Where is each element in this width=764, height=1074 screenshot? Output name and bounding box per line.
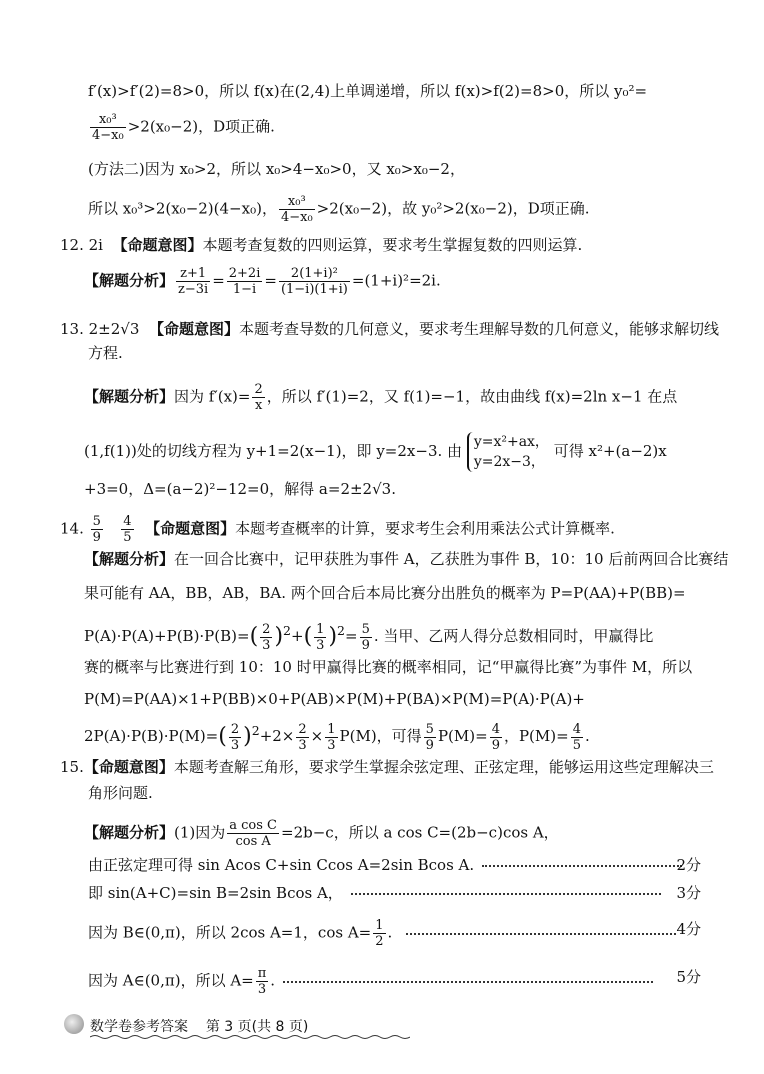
q15-step-4: 因为 A∈(0,π)，所以 A= $\frac{\pi}{3}$ .	[88, 966, 653, 997]
q14-analysis-tag: 【解题分析】	[84, 550, 175, 568]
logo-icon	[64, 1014, 84, 1034]
q12-intent-text: 本题考查复数的四则运算，要求考生掌握复数的四则运算.	[202, 236, 583, 254]
q15-step-1: 由正弦定理可得 sin Acos C+sin Ccos A=2sin Bcos A.	[88, 854, 682, 876]
q15-intent-text-2: 角形问题.	[88, 784, 153, 802]
text-line-4a: 所以 x₀³>2(x₀−2)(4−x₀)，	[88, 199, 277, 218]
score-4: 4分	[676, 920, 701, 938]
text-line-3: (方法二)因为 x₀>2，所以 x₀>4−x₀>0，又 x₀>x₀−2，	[88, 160, 465, 178]
q14-answer-2: $\frac{4}{5}$	[123, 514, 132, 545]
q14-answer-1: $\frac{5}{9}$	[92, 514, 101, 545]
text-line-2	[88, 112, 275, 143]
q15-intent-tag: 【命题意图】	[83, 758, 174, 776]
equation-system: y=x²+ax， y=2x−3，	[467, 432, 549, 472]
q14-analysis-3: P(A)·P(A)+P(B)·P(B)=( $\frac{2}{3}$ )$^2$+( $\frac{1}{3}$ )$^2$= $\frac{5}{9}$ . 当甲、乙两人得分总数相同时，甲赢得比	[84, 621, 654, 653]
q12-line	[60, 234, 582, 256]
q15-analysis-tag: 【解题分析】	[84, 823, 175, 842]
text-line-2-tail: >2(x₀−2)，D项正确.	[127, 117, 275, 136]
q15-step-2: 即 sin(A+C)=sin B=2sin Bcos A，	[88, 882, 661, 904]
q14-number: 14.	[60, 519, 84, 538]
q12-result: =(1+i)²=2i.	[351, 271, 441, 290]
q13-analysis-1: 【解题分析】因为 f′(x)= $\frac{2}{x}$ ，所以 f′(1)=2，又 f(1)=−1，故由曲线 f(x)=2ln x−1 在点	[84, 382, 678, 413]
q13-answer: 13. 2±2√3	[60, 320, 140, 338]
score-2: 2分	[676, 856, 701, 874]
q12-analysis-tag: 【解题分析】	[84, 271, 175, 290]
q15-intent-text: 本题考查解三角形，要求学生掌握余弦定理、正弦定理，能够运用这些定理解决三	[173, 758, 714, 776]
q13-analysis-2: (1,f(1))处的切线方程为 y+1=2(x−1)，即 y=2x−3. 由 y=x²+ax， y=2x−3， 可得 x²+(a−2)x	[84, 434, 667, 470]
q12-intent-tag: 【命题意图】	[112, 236, 203, 254]
wave-underline	[90, 1034, 410, 1040]
footer-page-number: 第 3 页(共 8 页)	[205, 1019, 309, 1035]
q13-intent-tag: 【命题意图】	[148, 320, 239, 338]
q14-intent-text: 本题考查概率的计算，要求考生会利用乘法公式计算概率.	[235, 519, 615, 538]
score-3: 3分	[676, 884, 701, 902]
q14-analysis-6: 2P(A)·P(B)·P(M)=( $\frac{2}{3}$ )$^2$+2× $\frac{2}{3}$ × $\frac{1}{3}$ P(M)，可得 $\frac{5}{9}$ P(M)= $\frac{4}{9}$ ，P(M)= $\frac{4}{5}$ .	[84, 721, 590, 753]
q13-analysis-3: +3=0，Δ=(a−2)²−12=0，解得 a=2±2√3.	[84, 480, 396, 498]
q15-analysis-1: 【解题分析】(1)因为 $\frac{\text{a cos C}}{\text{cos A}}$ =2b−c，所以 a cos C=(2b−c)cos A，	[84, 818, 559, 849]
q12-answer: 12. 2i	[60, 236, 103, 254]
q14-analysis-1: 【解题分析】在一回合比赛中，记甲获胜为事件 A，乙获胜为事件 B，10：10 后前两回合比赛结	[84, 550, 729, 568]
q12-analysis: 【解题分析】 $\frac{z+1}{z-3i}$ = $\frac{2+2i}{1-i}$ = $\frac{\text{2(1+i)²}}{(1-i)(1+i)}$ =(1+i)²=2i.	[84, 266, 441, 297]
q14-intent-tag: 【命题意图】	[145, 519, 236, 538]
page-footer	[62, 1010, 352, 1040]
footer-text	[90, 1016, 308, 1036]
fraction-x0-cubed-2: $\frac{\text{x₀³}}{\text{4−x₀}}$	[280, 194, 313, 225]
text-line-4	[88, 194, 590, 225]
q13-intent-text-2: 方程.	[88, 344, 123, 362]
fraction-x0-cubed: $\frac{\text{x₀³}}{\text{4−x₀}}$	[92, 112, 124, 143]
q15-number: 15.	[60, 758, 84, 776]
q13-line	[60, 318, 719, 340]
q13-analysis-tag: 【解题分析】	[84, 387, 175, 406]
q13-intent-text: 本题考查导数的几何意义，要求考生理解导数的几何意义，能够求解切线	[238, 320, 719, 338]
q14-line	[60, 514, 615, 545]
q14-analysis-2: 果可能有 AA，BB，AB，BA. 两个回合后本局比赛分出胜负的概率为 P=P(AA)+P(BB)=	[84, 584, 686, 602]
q14-analysis-5: P(M)=P(AA)×1+P(BB)×0+P(AB)×P(M)+P(BA)×P(M)=P(A)·P(A)+	[84, 690, 585, 708]
q14-analysis-4: 赛的概率与比赛进行到 10：10 时甲赢得比赛的概率相同，记“甲赢得比赛”为事件 M，所以	[84, 658, 693, 676]
text-line-1: f′(x)>f′(2)=8>0，所以 f(x)在(2,4)上单调递增，所以 f(x)>f(2)=8>0，所以 y₀²=	[88, 82, 648, 100]
score-5: 5分	[676, 968, 701, 986]
footer-title: 数学卷参考答案	[90, 1019, 188, 1035]
q15-step-3: 因为 B∈(0,π)，所以 2cos A=1，cos A= $\frac{1}{2}$ .	[88, 918, 676, 949]
text-line-4b: >2(x₀−2)，故 y₀²>2(x₀−2)，D项正确.	[316, 199, 590, 218]
q15-line	[60, 756, 714, 778]
